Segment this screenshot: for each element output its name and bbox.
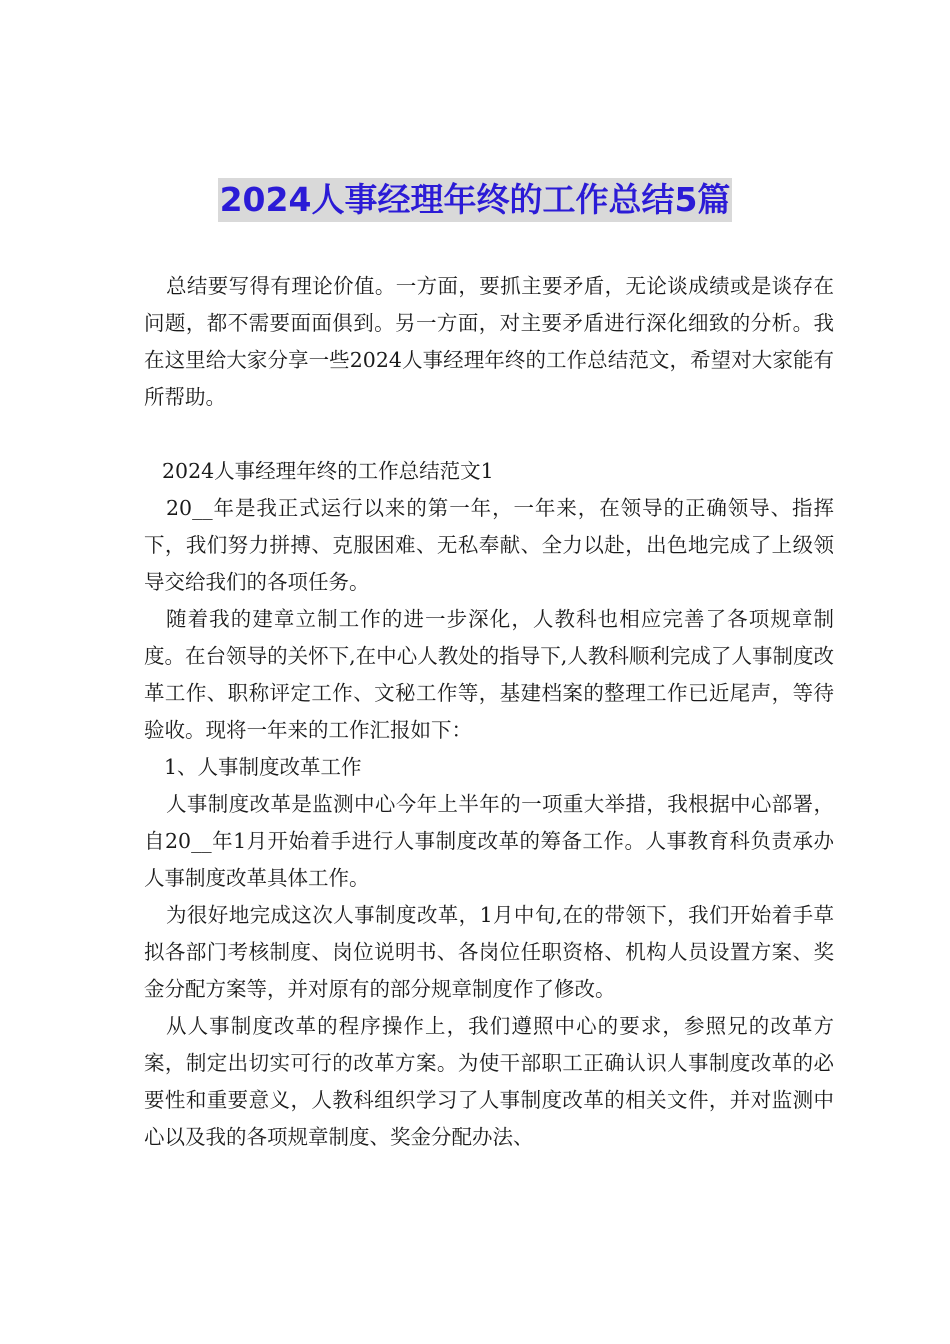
body-paragraph: 人事制度改革是监测中心今年上半年的一项重大举措，我根据中心部署，自20__年1月开始着手进行人事制度改革的筹备工作。人事教育科负责承办人事制度改革具体工作。 xyxy=(144,792,834,890)
intro-paragraph: 总结要写得有理论价值。一方面，要抓主要矛盾，无论谈成绩或是谈存在问题，都不需要面面俱到。另一方面，对主要矛盾进行深化细致的分析。我在这里给大家分享一些2024人事经理年终的工作总结范文，希望对大家能有所帮助。 xyxy=(144,274,834,409)
document-body xyxy=(144,268,834,1156)
list-heading: 1、人事制度改革工作 xyxy=(164,755,362,779)
section-heading: 2024人事经理年终的工作总结范文1 xyxy=(162,459,494,483)
body-paragraph: 20__年是我正式运行以来的第一年，一年来，在领导的正确领导、指挥下，我们努力拼搏、克服困难、无私奉献、全力以赴，出色地完成了上级领导交给我们的各项任务。 xyxy=(144,496,834,594)
title-container xyxy=(0,178,950,222)
body-paragraph: 为很好地完成这次人事制度改革，1月中旬,在的带领下，我们开始着手草拟各部门考核制度、岗位说明书、各岗位任职资格、机构人员设置方案、奖金分配方案等，并对原有的部分规章制度作了修改。 xyxy=(144,903,834,1001)
body-paragraph: 随着我的建章立制工作的进一步深化，人教科也相应完善了各项规章制度。在台领导的关怀下,在中心人教处的指导下,人教科顺利完成了人事制度改革工作、职称评定工作、文秘工作等，基建档案的整理工作已近尾声，等待验收。现将一年来的工作汇报如下： xyxy=(144,607,834,742)
body-paragraph: 从人事制度改革的程序操作上，我们遵照中心的要求，参照兄的改革方案，制定出切实可行的改革方案。为使干部职工正确认识人事制度改革的必要性和重要意义，人教科组织学习了人事制度改革的相关文件，并对监测中心以及我的各项规章制度、奖金分配办法、 xyxy=(144,1014,834,1149)
document-title: 2024人事经理年终的工作总结5篇 xyxy=(218,178,733,222)
